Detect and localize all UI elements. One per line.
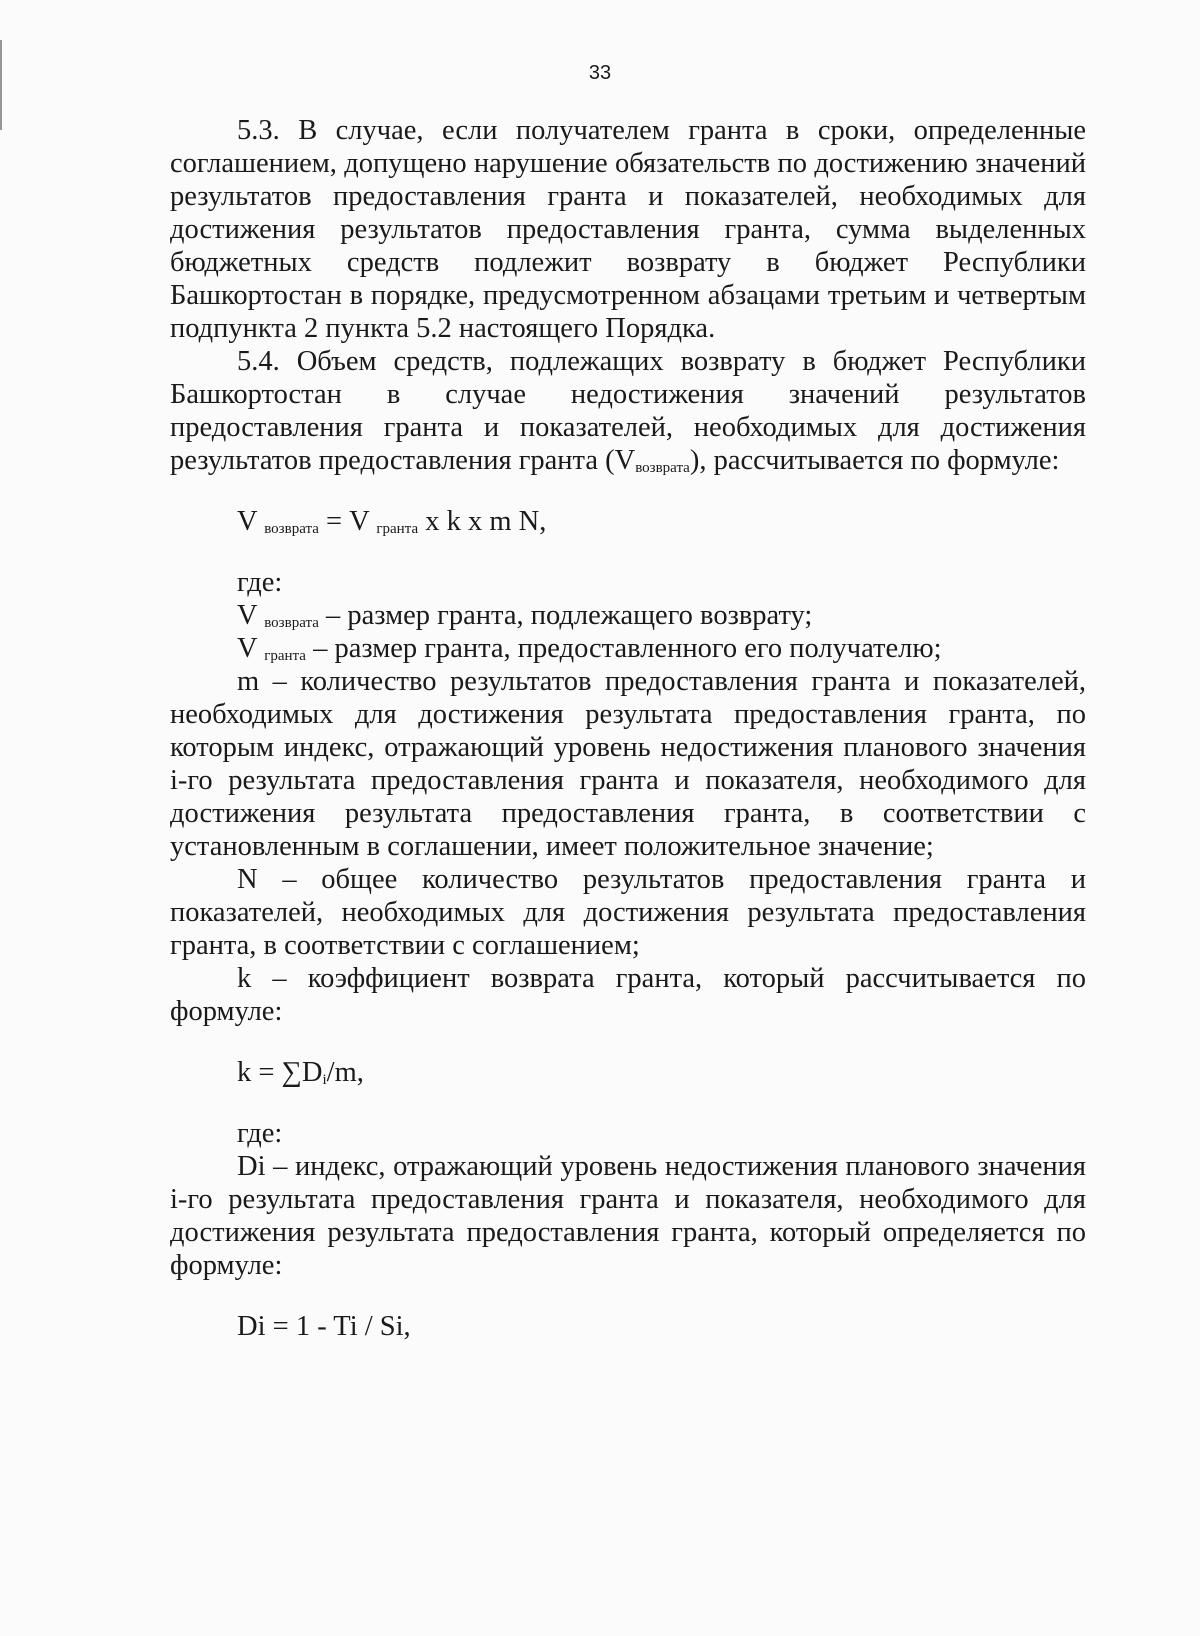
definition-text: – размер гранта, предоставленного его получателю; [305, 633, 942, 664]
formula-v-vozvrata [170, 505, 1086, 538]
formula-term: k = ∑D [237, 1057, 323, 1088]
definition-subscript: гранта [264, 648, 306, 664]
definition-v-vozvrata [170, 599, 1086, 632]
definition-m: m – количество результатов предоставления гранта и показателей, необходимых для достижения результата предоставления гранта, по которым индекс, отражающий уровень недостижения планового значения i-го результата предоставления гранта и показателя, необходимого для достижения результата предоставления гранта, в соответствии с установленным в соглашении, имеет положительное значение; [170, 666, 1086, 862]
paragraph-5-4-text-end: ), рассчитывается по формуле: [689, 445, 1060, 476]
where-label: где: [237, 567, 283, 598]
formula-term: = V [318, 506, 370, 537]
formula-term: V [237, 506, 258, 537]
formula-subscript: гранта [376, 521, 419, 537]
where-label-2: где: [237, 1118, 283, 1149]
paragraph-5-4-subscript: возврата [635, 460, 690, 476]
definition-text: – размер гранта, подлежащего возврату; [318, 600, 813, 631]
paragraph-5-4 [170, 345, 1086, 477]
formula-subscript: i [322, 1072, 327, 1088]
formula-k [170, 1056, 1086, 1089]
formula-term: /m, [326, 1057, 364, 1088]
paragraph-5-3: 5.3. В случае, если получателем гранта в сроки, определенные соглашением, допущено нарушение обязательств по достижению значений результатов предоставления гранта и показателей, необходимых для достижения результатов предоставления гранта, сумма выделенных бюджетных средств подлежит возврату в бюджет Республики Башкортостан в порядке, предусмотренном абзацами третьим и четвертым подпункта 2 пункта 5.2 настоящего Порядка. [170, 115, 1086, 344]
paragraph-5-4-text: 5.4. Объем средств, подлежащих возврату в бюджет Республики Башкортостан в случае недостижения значений результатов предоставления гранта и показателей, необходимых для достижения результатов предоставления гранта (V [170, 346, 1086, 476]
definition-symbol: V [237, 600, 258, 631]
definition-symbol: V [237, 633, 258, 664]
definition-di: Di – индекс, отражающий уровень недостижения планового значения i-го результата предоставления гранта и показателя, необходимого для достижения результата предоставления гранта, который определяется по формуле: [170, 1151, 1086, 1281]
formula-di: Di = 1 - Ti / Si, [237, 1311, 411, 1342]
formula-subscript: возврата [264, 521, 319, 537]
definition-subscript: возврата [264, 615, 319, 631]
definition-k: k – коэффициент возврата гранта, который рассчитывается по формуле: [170, 963, 1086, 1027]
scan-edge-mark [0, 40, 2, 130]
formula-term: x k x m N, [418, 506, 547, 537]
definition-v-granta [170, 632, 1086, 665]
page-number: 33 [588, 62, 612, 84]
definition-n: N – общее количество результатов предоставления гранта и показателей, необходимых для достижения результата предоставления гранта, в соответствии с соглашением; [170, 864, 1086, 961]
document-body [170, 114, 1086, 1343]
